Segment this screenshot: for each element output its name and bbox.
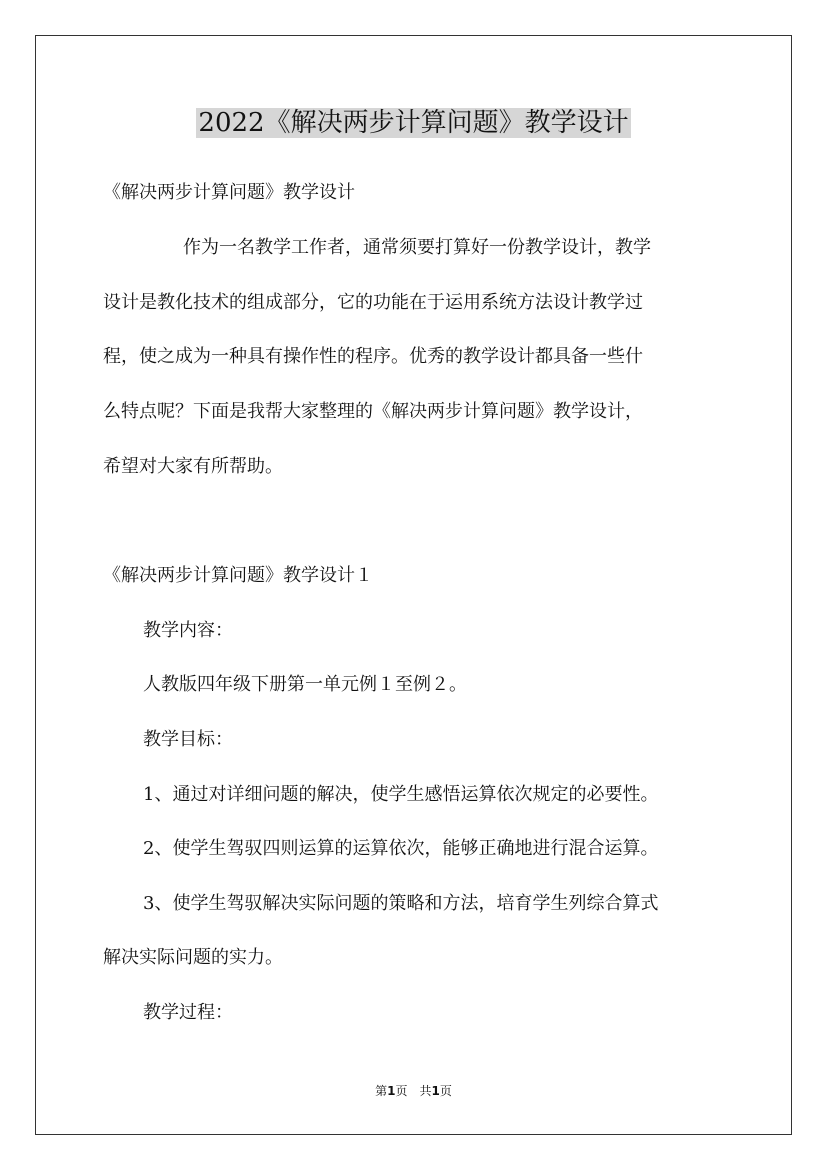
goal-item-3-continued: 解决实际问题的实力。 <box>103 947 283 968</box>
intro-line-3: 程，使之成为一种具有操作性的程序。优秀的教学设计都具备一些什 <box>103 346 643 367</box>
footer-page-current: 1 <box>387 1084 396 1098</box>
page-footer <box>0 1083 827 1099</box>
section-heading: 《解决两步计算问题》教学设计１ <box>103 565 373 586</box>
content-text: 人教版四年级下册第一单元例１至例２。 <box>143 674 467 695</box>
goal-item-3: 3、使学生驾驭解决实际问题的策略和方法，培育学生列综合算式 <box>143 893 659 914</box>
document-subtitle: 《解决两步计算问题》教学设计 <box>103 182 355 203</box>
goal-item-1: 1、通过对详细问题的解决，使学生感悟运算依次规定的必要性。 <box>143 784 659 805</box>
document-title-text: 2022《解决两步计算问题》教学设计 <box>198 108 629 138</box>
intro-line-2: 设计是教化技术的组成部分，它的功能在于运用系统方法设计教学过 <box>103 292 643 313</box>
footer-suffix: 页 <box>439 1084 452 1098</box>
goal-item-2: 2、使学生驾驭四则运算的运算依次，能够正确地进行混合运算。 <box>143 838 659 859</box>
footer-page-total: 1 <box>431 1084 440 1098</box>
process-label: 教学过程： <box>143 1002 233 1023</box>
content-label: 教学内容： <box>143 620 233 641</box>
footer-mid: 页 共 <box>395 1084 432 1098</box>
intro-line-5: 希望对大家有所帮助。 <box>103 456 283 477</box>
intro-line-4: 么特点呢？下面是我帮大家整理的《解决两步计算问题》教学设计， <box>103 401 643 422</box>
intro-line-1: 作为一名教学工作者，通常须要打算好一份教学设计，教学 <box>183 237 651 258</box>
goals-label: 教学目标： <box>143 729 233 750</box>
document-title <box>0 103 827 143</box>
footer-prefix: 第 <box>375 1084 388 1098</box>
